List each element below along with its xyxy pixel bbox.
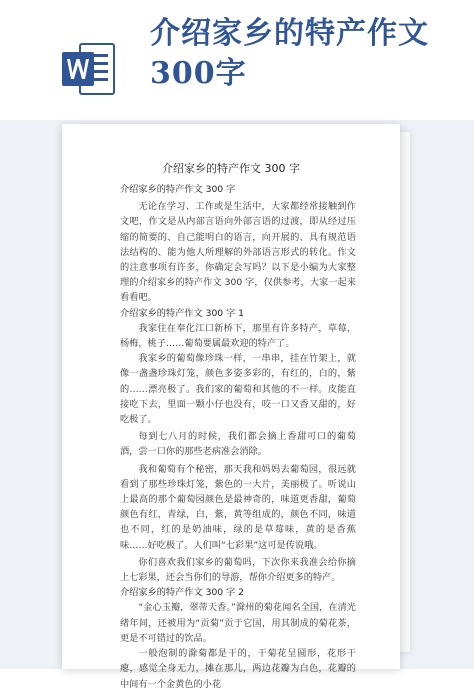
- paragraph: “金心玉瓣，翠蒂天香。”滁州的菊花闻名全国，在清光绪年间，还被用为“贡菊”贡于它国，用其制成的菊花茶，更是不可错过的饮品。: [120, 602, 356, 644]
- document-body: [120, 182, 356, 692]
- paragraph: 一般泡制的滁菊都是干的，干菊花呈圆形，花形干瘪，感觉全身无力，摊在那儿，两边花瓣为白色，花瓣的中间有一个金黄色的小花: [120, 648, 356, 690]
- paragraph: 我家乡的葡萄像珍珠一样，一串串，挂在竹架上，就像一盏盏珍珠灯笼，颜色多姿多彩的，有红的，白的，紫的……漂亮极了。我们家的葡萄和其他的不一样。皮能直接吃下去，里面一颗小仔也没有，咬一口又香又甜的，好吃极了。: [120, 353, 356, 426]
- banner: [0, 0, 474, 125]
- document-title: 介绍家乡的特产作文 300 字: [162, 162, 300, 175]
- paragraph: 你们喜欢我们家乡的葡萄吗，下次你来我准会给你摘上七彩果，还会当你们的导游，帮你介绍更多的特产。: [120, 556, 356, 584]
- word-document-icon: [60, 40, 118, 98]
- document-subtitle: 介绍家乡的特产作文 300 字: [120, 184, 236, 195]
- document-page: [62, 124, 400, 690]
- paragraph: 我和葡萄有个秘密，那天我和妈妈去葡萄园，很远就看到了那些珍珠灯笼，紫色的一大片，美丽极了。听说山上最高的那个葡萄园颜色是最神奇的，味道更香甜，葡萄颜色有红，青绿，白，紫，黄等组成的，颜色不同，味道也不同，红的是奶油味，绿的是草莓味，黄的是香蕉味……好吃极了。人们叫“七彩果”这可是传说哦。: [120, 463, 356, 551]
- intro-paragraph: 无论在学习、工作或是生活中，大家都经常接触到作文吧，作文是从内部言语向外部言语的过渡，即从经过压缩的简要的、自己能明白的语言，向开展的、具有规范语法结构的、能为他人所理解的外部语言形式的转化。作文的注意事项有许多，你确定会写吗？以下是小编为大家整理的介绍家乡的特产作文 300 字，仅供参考，大家一起来看看吧。: [120, 201, 356, 304]
- banner-title: 介绍家乡的特产作文300字: [150, 16, 429, 91]
- paragraph: 我家住在奉化江口新桥下，那里有许多特产，草莓，杨梅，桃子……葡萄要属最欢迎的特产了。: [120, 322, 356, 350]
- section-heading-1: 介绍家乡的特产作文 300 字 1: [120, 307, 245, 319]
- paragraph: 每到七八月的时候，我们都会摘上香甜可口的葡萄酒，尝一口你的那些老病准会消除。: [120, 431, 356, 458]
- section-heading-2: 介绍家乡的特产作文 300 字 2: [120, 587, 245, 599]
